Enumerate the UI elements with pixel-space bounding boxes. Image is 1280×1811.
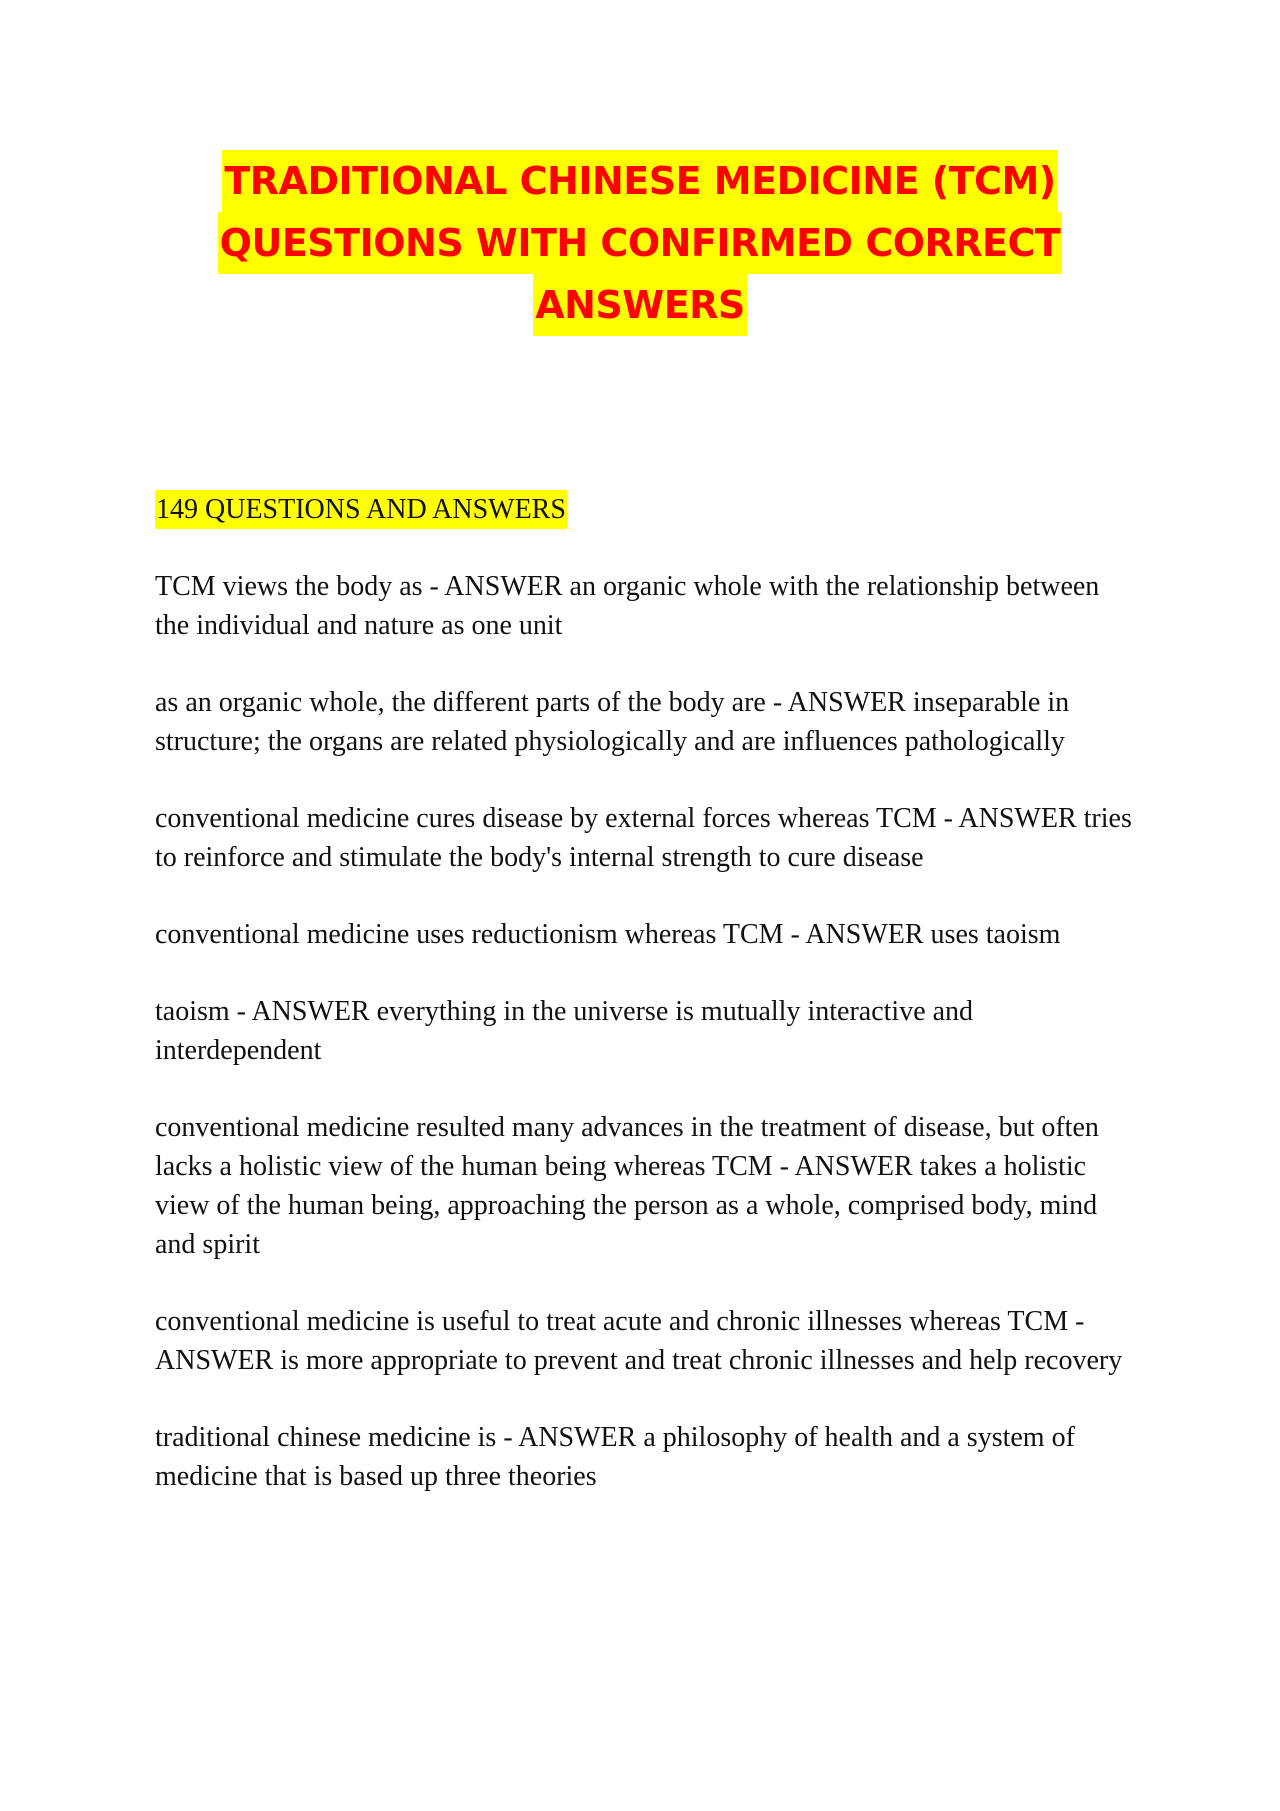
qa-item: conventional medicine cures disease by external forces whereas TCM - ANSWER tries to reinforce and stimulate the body's internal strength to cure disease [155, 803, 1132, 873]
qa-item: conventional medicine is useful to treat acute and chronic illnesses whereas TCM - ANSWER is more appropriate to prevent and treat chronic illnesses and help recovery [155, 1306, 1123, 1376]
section-subheading: 149 QUESTIONS AND ANSWERS [155, 490, 567, 529]
qa-item: taoism - ANSWER everything in the universe is mutually interactive and interdependent [155, 996, 974, 1066]
title-line: TRADITIONAL CHINESE MEDICINE (TCM) [222, 150, 1057, 212]
document-title [0, 150, 1280, 336]
qa-item: traditional chinese medicine is - ANSWER a philosophy of health and a system of medicine that is based up three theories [155, 1422, 1075, 1492]
document-body [155, 490, 1135, 1534]
qa-item: as an organic whole, the different parts of the body are - ANSWER inseparable in structure; the organs are related physiologically and are influences pathologically [155, 687, 1070, 757]
title-line: ANSWERS [533, 274, 747, 336]
qa-item: conventional medicine uses reductionism whereas TCM - ANSWER uses taoism [155, 919, 1061, 950]
qa-item: conventional medicine resulted many advances in the treatment of disease, but often lacks a holistic view of the human being whereas TCM - ANSWER takes a holistic view of the human being, approaching the person as a whole, comprised body, mind and spirit [155, 1112, 1099, 1260]
title-line: QUESTIONS WITH CONFIRMED CORRECT [218, 212, 1063, 274]
qa-item: TCM views the body as - ANSWER an organic whole with the relationship between the individual and nature as one unit [155, 571, 1100, 641]
